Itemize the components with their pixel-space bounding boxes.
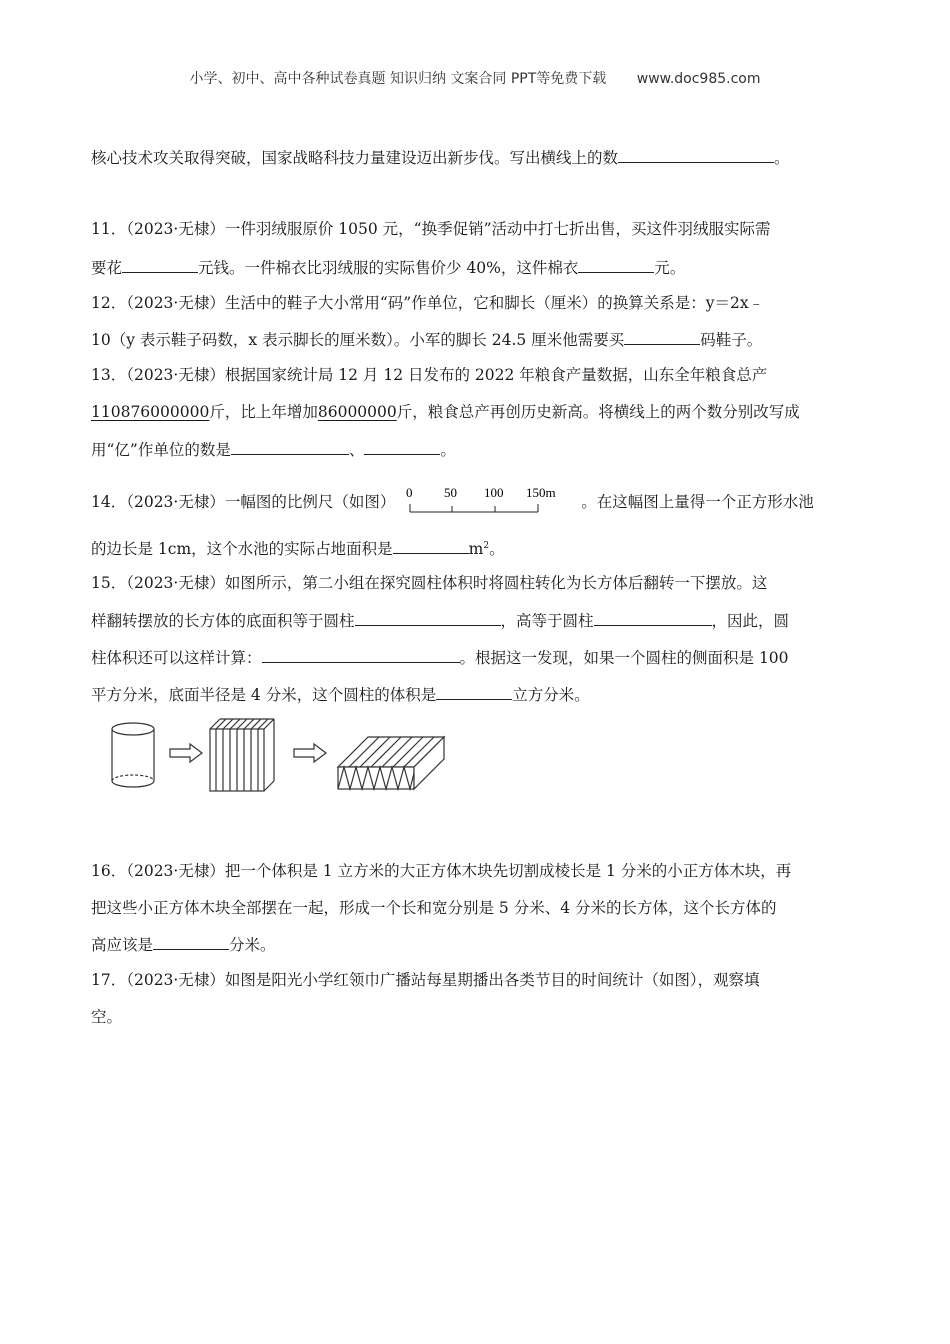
q13-line-1: 13．（2023·无棣）根据国家统计局 12 月 12 日发布的 2022 年粮食产量数据，山东全年粮食总产 (91, 366, 768, 384)
answer-blank[interactable] (364, 438, 440, 455)
q11-line-2: 要花 元钱。一件棉衣比羽绒服的实际售价少 40%，这件棉衣 元。 (91, 256, 861, 279)
q16-line-1: 16．（2023·无棣）把一个体积是 1 立方米的大正方体木块先切割成棱长是 1 分米的小正方体木块，再 (91, 862, 792, 880)
q13-number-1: 110876000000 (91, 403, 210, 421)
q13-line-2: 110876000000斤，比上年增加86000000斤，粮食总产再创历史新高。将横线上的两个数分别改写成 (91, 403, 800, 421)
q14-line-1: 14．（2023·无棣）一幅图的比例尺（如图） 0 50 100 150m 。在这幅图上量得一个正方形水池 (91, 486, 861, 520)
answer-blank[interactable] (262, 646, 460, 663)
answer-blank[interactable] (618, 146, 774, 163)
scale-label: 0 (406, 486, 413, 500)
page-header (0, 68, 950, 88)
q15-line-2: 样翻转摆放的长方体的底面积等于圆柱 ，高等于圆柱 ，因此，圆 (91, 609, 861, 632)
q16-line-2: 把这些小正方体木块全部摆在一起，形成一个长和宽分别是 5 分米、4 分米的长方体，这个长方体的 (91, 899, 777, 917)
scale-label: 50 (444, 486, 458, 500)
q11-line-1: 11．（2023·无棣）一件羽绒服原价 1050 元，“换季促销”活动中打七折出售，买这件羽绒服实际需 (91, 220, 771, 238)
answer-blank[interactable] (393, 537, 469, 554)
q15-line-1: 15．（2023·无棣）如图所示，第二小组在探究圆柱体积时将圆柱转化为长方体后翻转一下摆放。这 (91, 574, 768, 592)
q13-line-3: 用“亿”作单位的数是 、 。 (91, 438, 861, 461)
sliced-box-shape (210, 719, 274, 791)
answer-blank[interactable] (122, 256, 198, 273)
q17-line-1: 17．（2023·无棣）如图是阳光小学红领巾广播站每星期播出各类节目的时间统计（如图），观察填 (91, 971, 760, 989)
q12-line-2: 10（y 表示鞋子码数，x 表示脚长的厘米数）。小军的脚长 24.5 厘米他需要买 码鞋子。 (91, 328, 861, 351)
q12-line-1: 12．（2023·无棣）生活中的鞋子大小常用“码”作单位，它和脚长（厘米）的换算关系是：y＝2x﹣ (91, 294, 765, 312)
cylinder-transform-figure (106, 715, 446, 795)
q13-number-2: 86000000 (317, 403, 397, 421)
answer-blank[interactable] (594, 609, 712, 626)
arrow-right-icon (294, 744, 326, 762)
q15-line-3: 柱体积还可以这样计算： 。根据这一发现，如果一个圆柱的侧面积是 100 (91, 646, 861, 669)
scale-label: 150m (526, 486, 556, 500)
arrow-right-icon (170, 744, 202, 762)
header-site: www.doc985.com (636, 71, 761, 87)
answer-blank[interactable] (436, 683, 512, 700)
cylinder-shape (112, 723, 154, 787)
q10-text: 核心技术攻关取得突破，国家战略科技力量建设迈出新步伐。写出横线上的数 (91, 149, 619, 167)
q14-line-2: 的边长是 1cm，这个水池的实际占地面积是 $m^2$。 (91, 535, 861, 560)
scale-label: 100 (484, 486, 504, 500)
q17-line-2: 空。 (91, 1008, 123, 1026)
q10-line: 核心技术攻关取得突破，国家战略科技力量建设迈出新步伐。写出横线上的数 。 (91, 146, 861, 169)
answer-blank[interactable] (153, 933, 229, 950)
answer-blank[interactable] (624, 328, 700, 345)
answer-blank[interactable] (355, 609, 501, 626)
rotated-box-shape (338, 737, 444, 789)
q15-line-4: 平方分米，底面半径是 4 分米，这个圆柱的体积是 立方分米。 (91, 683, 861, 706)
q16-line-3: 高应该是 分米。 (91, 933, 861, 956)
answer-blank[interactable] (231, 438, 349, 455)
header-text: 小学、初中、高中各种试卷真题 知识归纳 文案合同 PPT等免费下载 (189, 71, 607, 87)
scale-bar (404, 486, 572, 520)
answer-blank[interactable] (578, 256, 654, 273)
